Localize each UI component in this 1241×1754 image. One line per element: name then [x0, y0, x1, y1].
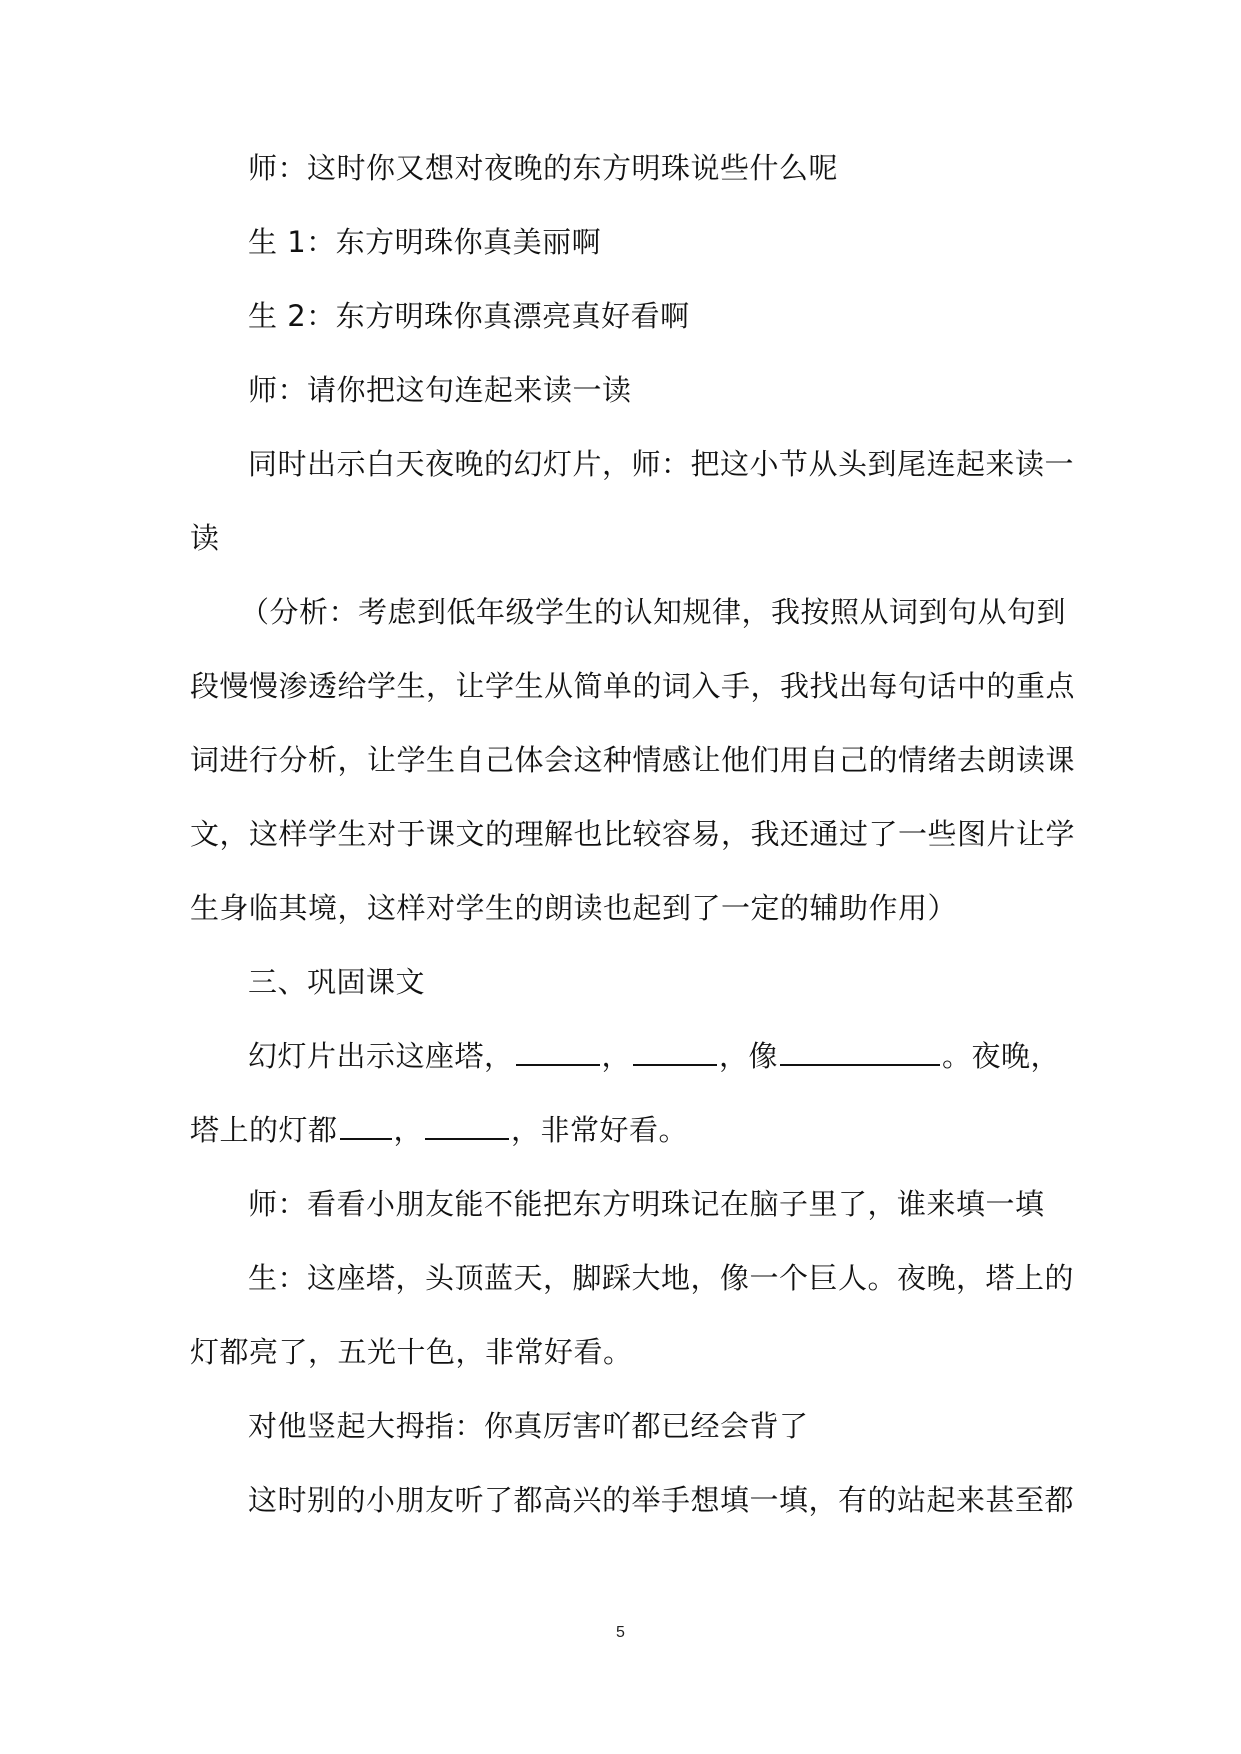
blank-field [780, 1036, 940, 1066]
paragraph-line: 生 1：东方明珠你真美丽啊 [248, 225, 602, 259]
fill-text: 幻灯片出示这座塔， [248, 1039, 514, 1073]
paragraph-line: 灯都亮了，五光十色，非常好看。 [190, 1335, 633, 1369]
paragraph-line: 生 2：东方明珠你真漂亮真好看啊 [248, 299, 690, 333]
paragraph-line: 生身临其境，这样对学生的朗读也起到了一定的辅助作用） [190, 891, 958, 925]
fill-text: ，非常好看。 [511, 1113, 689, 1147]
fill-in-line [190, 1110, 688, 1150]
paragraph-line: 师：看看小朋友能不能把东方明珠记在脑子里了，谁来填一填 [248, 1187, 1045, 1221]
fill-text: ，像 [719, 1039, 779, 1073]
paragraph-line: 段慢慢渗透给学生，让学生从简单的词入手，我找出每句话中的重点 [190, 669, 1076, 703]
blank-field [516, 1036, 600, 1066]
blank-field [425, 1110, 509, 1140]
paragraph-line: 师：请你把这句连起来读一读 [248, 373, 632, 407]
page-number: 5 [616, 1624, 625, 1641]
paragraph-line: 文，这样学生对于课文的理解也比较容易，我还通过了一些图片让学 [190, 817, 1076, 851]
paragraph-line: 对他竖起大拇指：你真厉害吖都已经会背了 [248, 1409, 809, 1443]
paragraph-line: 生：这座塔，头顶蓝天，脚踩大地，像一个巨人。夜晚，塔上的 [248, 1261, 1075, 1295]
fill-text: ， [601, 1039, 632, 1073]
paragraph-line: 词进行分析，让学生自己体会这种情感让他们用自己的情绪去朗读课 [190, 743, 1076, 777]
blank-field [340, 1110, 392, 1140]
fill-text: ， [393, 1113, 424, 1147]
fill-text: 塔上的灯都 [190, 1113, 338, 1147]
blank-field [633, 1036, 717, 1066]
paragraph-line: 这时别的小朋友听了都高兴的举手想填一填，有的站起来甚至都 [248, 1483, 1075, 1517]
paragraph-line: （分析：考虑到低年级学生的认知规律，我按照从词到句从句到 [240, 595, 1067, 629]
fill-text: 。夜晚， [942, 1039, 1061, 1073]
paragraph-line: 读 [190, 521, 220, 555]
paragraph-line: 同时出示白天夜晚的幻灯片，师：把这小节从头到尾连起来读一 [248, 447, 1075, 481]
paragraph-line: 师：这时你又想对夜晚的东方明珠说些什么呢 [248, 151, 839, 185]
fill-in-line [248, 1036, 1060, 1076]
section-heading: 三、巩固课文 [248, 965, 426, 999]
